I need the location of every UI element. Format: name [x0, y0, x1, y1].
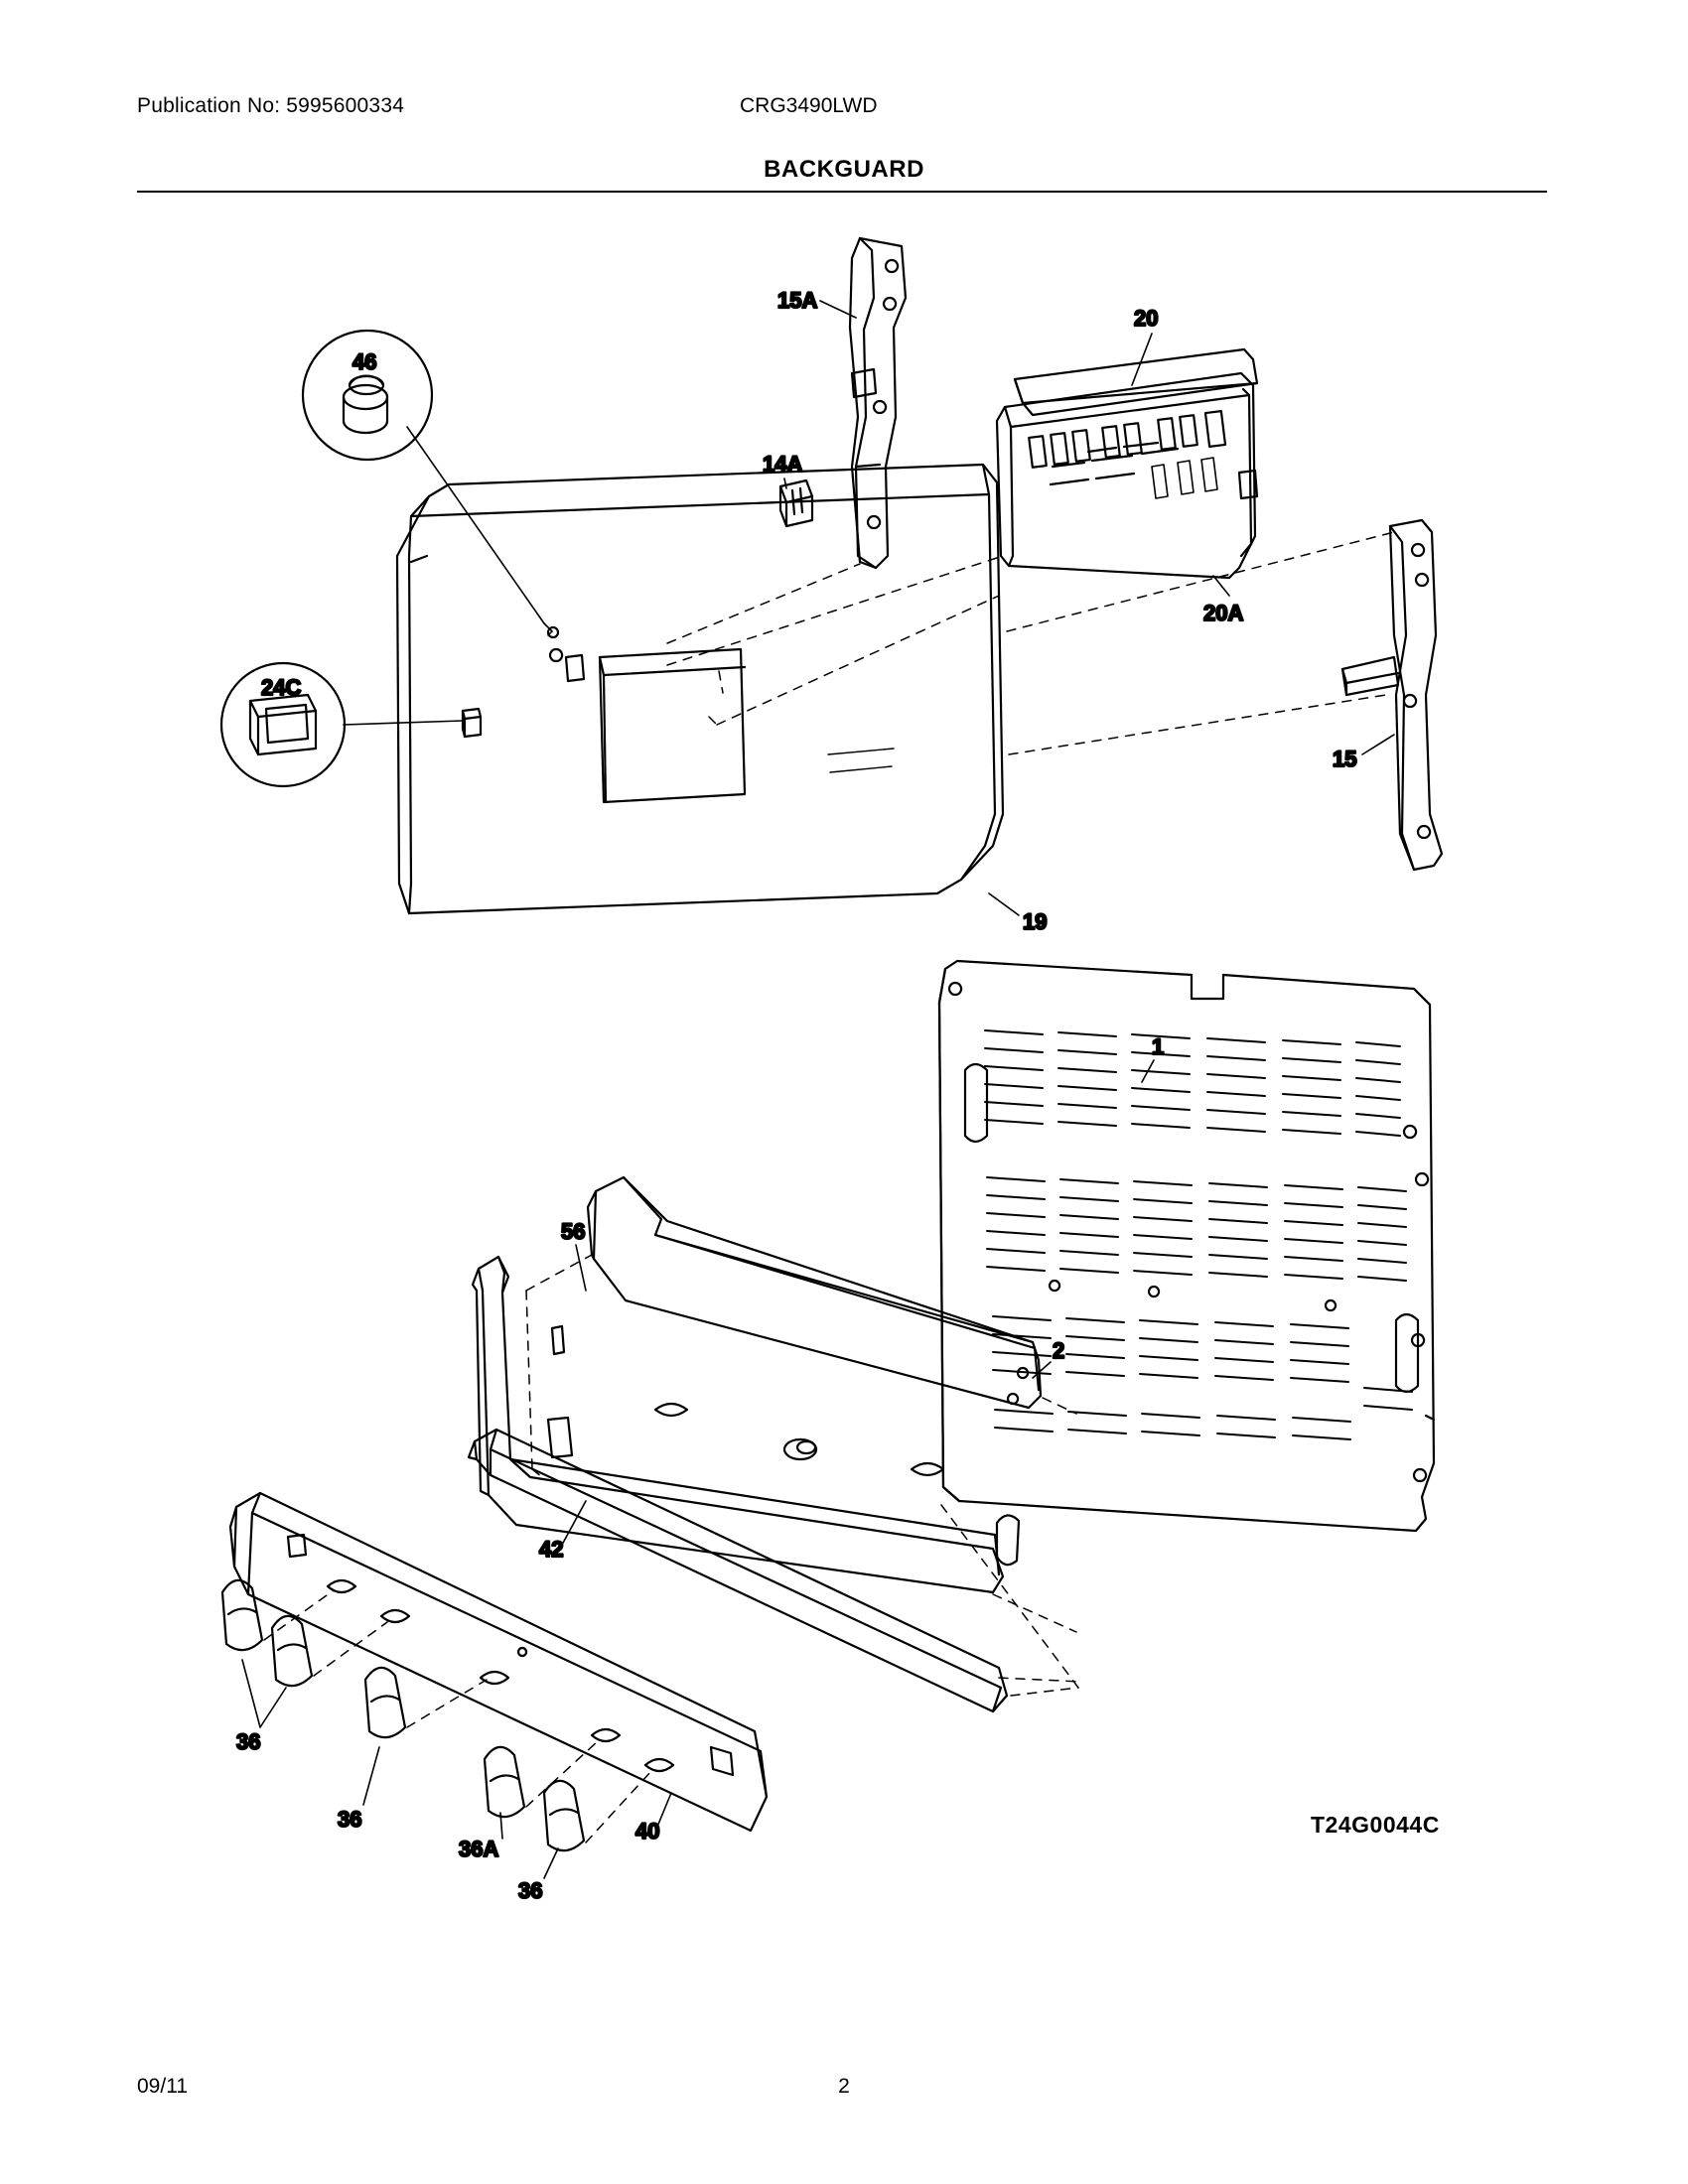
callout-40: 40 [635, 1819, 660, 1843]
part-20-control-board [997, 349, 1257, 578]
part-40-control-rail [230, 1493, 767, 1831]
callout-2: 2 [1053, 1338, 1065, 1363]
footer-date: 09/11 [137, 2075, 188, 2098]
part-14a-switch [780, 480, 812, 526]
part-36a-knob [485, 1747, 524, 1817]
callout-14a: 14A [763, 452, 803, 477]
callout-56: 56 [561, 1219, 586, 1244]
callout-24c: 24C [261, 675, 302, 700]
callout-20: 20 [1134, 306, 1159, 331]
part-36-knob-2 [272, 1616, 312, 1686]
callout-36-a: 36 [236, 1729, 261, 1754]
part-36-knob-1 [222, 1580, 262, 1650]
part-15-bracket [1342, 520, 1442, 870]
callout-36a: 36A [459, 1837, 499, 1861]
part-36-knob-3 [365, 1668, 405, 1737]
callout-20a: 20A [1203, 601, 1244, 625]
part-19-backguard-panel [397, 465, 1003, 913]
part-1-back-panel [939, 961, 1434, 1531]
callout-42: 42 [539, 1537, 564, 1562]
callout-46: 46 [352, 349, 377, 374]
part-2-panel [588, 1177, 1041, 1408]
page-title: BACKGUARD [764, 156, 924, 183]
footer-page-number: 2 [838, 2075, 850, 2098]
callout-15a: 15A [777, 288, 818, 313]
callout-1: 1 [1152, 1034, 1165, 1059]
publication-number: Publication No: 5995600334 [137, 94, 405, 117]
callout-19: 19 [1023, 909, 1048, 934]
callout-15: 15 [1333, 747, 1357, 771]
callout-36-b: 36 [338, 1807, 362, 1832]
model-number: CRG3490LWD [740, 94, 878, 117]
part-24c-mounted [463, 709, 481, 737]
part-15a-bracket [850, 238, 906, 568]
callout-36-c: 36 [518, 1878, 543, 1903]
part-42-trim-rail [469, 1430, 1007, 1711]
part-36-knob-4 [544, 1781, 584, 1850]
figure-code: T24G0044C [1311, 1812, 1440, 1838]
